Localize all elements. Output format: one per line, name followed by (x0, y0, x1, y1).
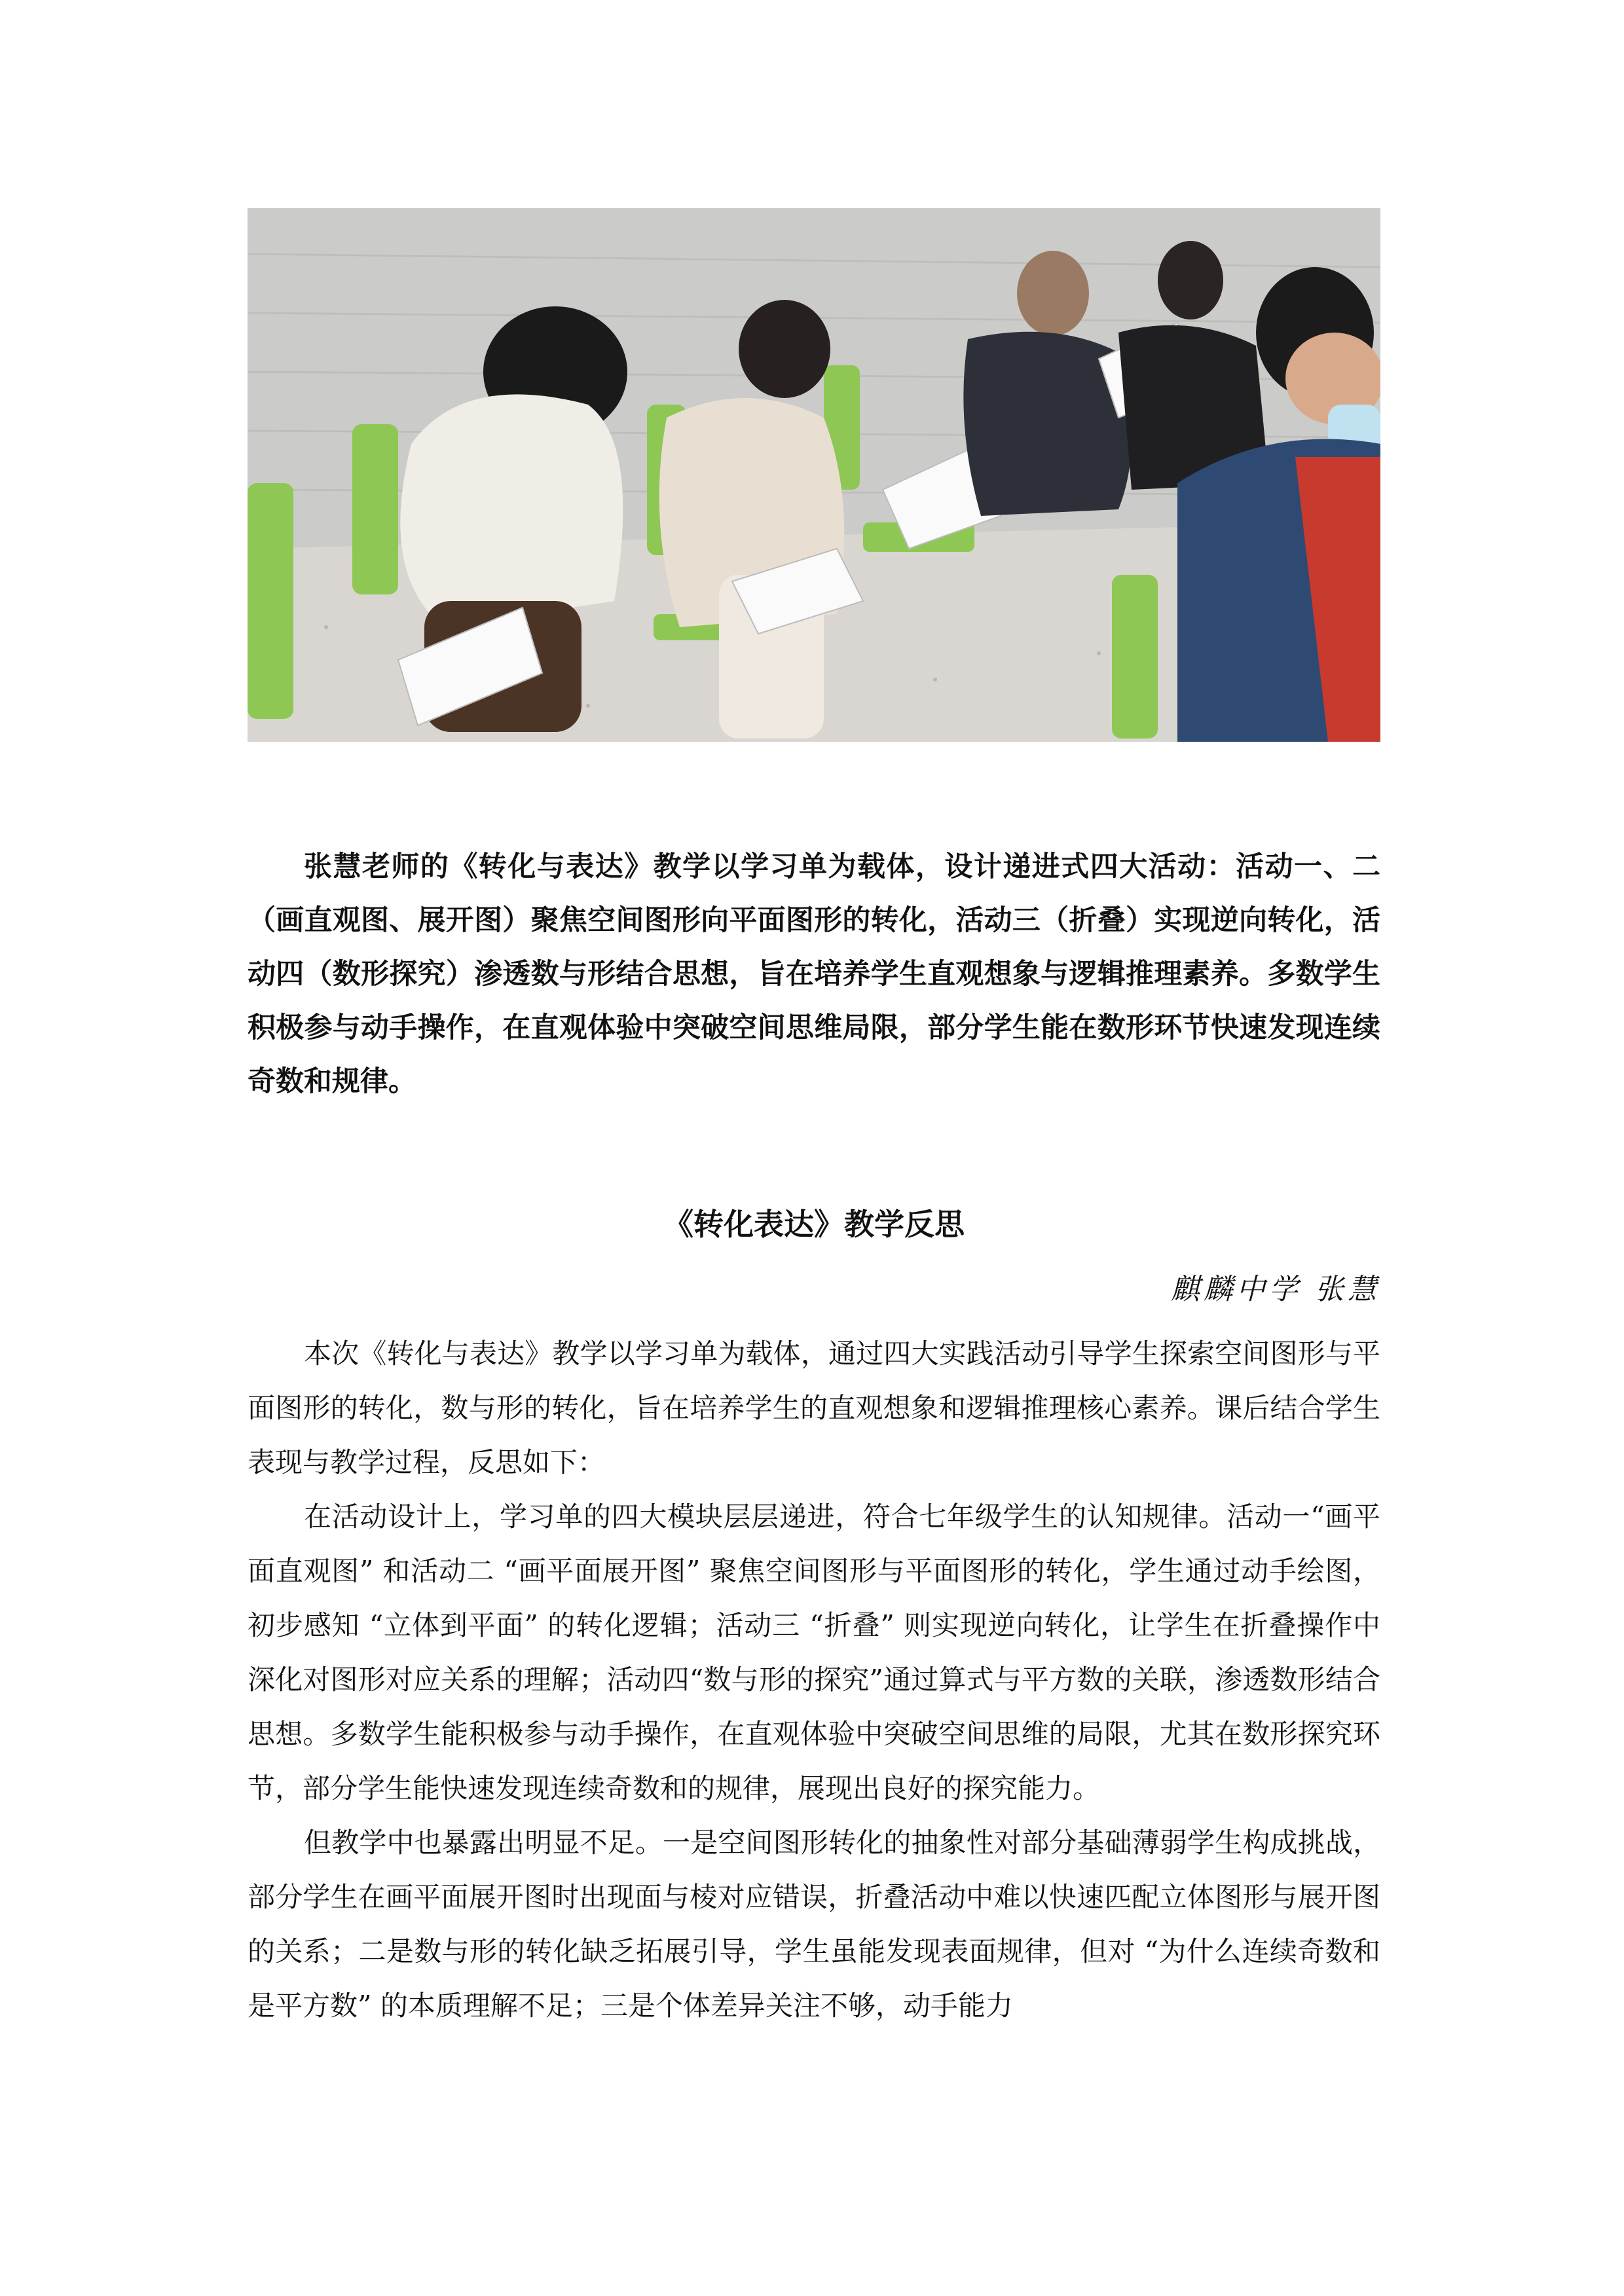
essay-paragraph: 在活动设计上，学习单的四大模块层层递进，符合七年级学生的认知规律。活动一“画平面直观图” 和活动二 “画平面展开图” 聚焦空间图形与平面图形的转化，学生通过动手绘图，初步感知 “立体到平面” 的转化逻辑；活动三 “折叠” 则实现逆向转化，让学生在折叠操作中深化对图形对应关系的理解；活动四“数与形的探究”通过算式与平方数的关联，渗透数形结合思想。多数学生能积极参与动手操作，在直观体验中突破空间思维的局限，尤其在数形探究环节，部分学生能快速发现连续奇数和的规律，展现出良好的探究能力。 (248, 1501, 1380, 1804)
essay-body (248, 1326, 1380, 2033)
essay-title: 《转化表达》教学反思 (663, 1207, 965, 1242)
classroom-photo-icon (248, 208, 1380, 742)
essay-paragraph: 但教学中也暴露出明显不足。一是空间图形转化的抽象性对部分基础薄弱学生构成挑战，部分学生在画平面展开图时出现面与棱对应错误，折叠活动中难以快速匹配立体图形与展开图的关系；二是数与形的转化缺乏拓展引导，学生虽能发现表面规律，但对 “为什么连续奇数和是平方数” 的本质理解不足；三是个体差异关注不够，动手能力 (248, 1827, 1380, 2022)
summary-paragraph: 张慧老师的《转化与表达》教学以学习单为载体，设计递进式四大活动：活动一、二（画直观图、展开图）聚焦空间图形向平面图形的转化，活动三（折叠）实现逆向转化，活动四（数形探究）渗透数与形结合思想，旨在培养学生直观想象与逻辑推理素养。多数学生积极参与动手操作，在直观体验中突破空间思维局限，部分学生能在数形环节快速发现连续奇数和规律。 (248, 850, 1380, 1098)
essay-paragraph: 本次《转化与表达》教学以学习单为载体，通过四大实践活动引导学生探索空间图形与平面图形的转化，数与形的转化，旨在培养学生的直观想象和逻辑推理核心素养。课后结合学生表现与教学过程，反思如下： (248, 1338, 1380, 1478)
classroom-photo (248, 208, 1380, 742)
essay-byline: 麒麟中学 张慧 (1171, 1273, 1380, 1306)
